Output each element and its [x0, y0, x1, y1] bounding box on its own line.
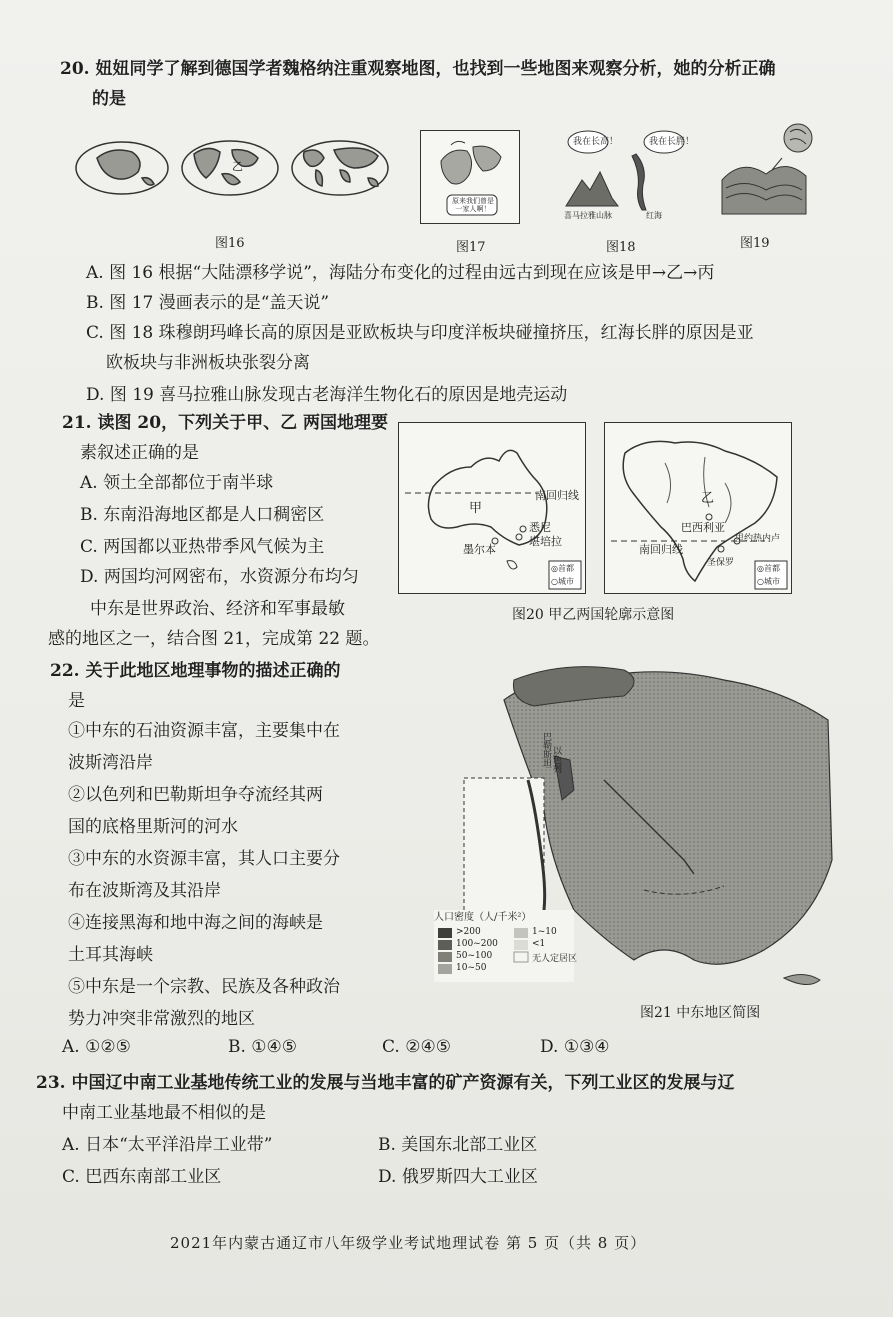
- legend-item-4: 10~50: [456, 963, 487, 973]
- legend-capital-au: ◎首都: [551, 564, 574, 573]
- q20-stem-line2: 的是: [92, 89, 126, 109]
- country-jia-label: 甲: [469, 501, 483, 516]
- city-canberra: 堪培拉: [529, 535, 562, 548]
- q22-item-4: ④连接黑海和地中海之间的海峡是: [68, 913, 323, 933]
- q20-option-a: A. 图 16 根据“大陆漂移学说”，海陆分布变化的过程由远古到现在应该是甲→乙→丙: [86, 263, 715, 283]
- legend-item-5: 1~10: [532, 927, 557, 937]
- tropic-label-australia: 南回归线: [535, 489, 579, 502]
- q22-choice-d: D. ①③④: [540, 1037, 610, 1057]
- q23-choice-c: C. 巴西东南部工业区: [62, 1167, 222, 1187]
- page-footer: 2021年内蒙古通辽市八年级学业考试地理试卷 第 5 页（共 8 页）: [170, 1234, 647, 1252]
- fig18-bubble-right: 我在长胖！: [649, 137, 695, 147]
- q20-option-b: B. 图 17 漫画表示的是“盖天说”: [86, 293, 330, 313]
- q22-choice-a: A. ①②⑤: [62, 1037, 131, 1057]
- q22-stem-line1: 22. 关于此地区地理事物的描述正确的: [50, 661, 341, 681]
- q22-stem-line2: 是: [68, 691, 85, 711]
- figure-18: [560, 128, 700, 224]
- fig18-label-himalaya: 喜马拉雅山脉: [564, 211, 612, 220]
- city-brasilia: 巴西利亚: [681, 521, 725, 534]
- globe-jia: [76, 142, 168, 194]
- fig21-caption: 图21 中东地区简图: [640, 1005, 761, 1021]
- fig19-caption: 图19: [740, 236, 770, 251]
- q23-choice-b: B. 美国东北部工业区: [378, 1135, 538, 1155]
- q20-option-c: C. 图 18 珠穆朗玛峰长高的原因是亚欧板块与印度洋板块碰撞挤压，红海长胖的原因是亚: [86, 323, 754, 343]
- q23-stem-line2: 中南工业基地最不相似的是: [62, 1103, 266, 1123]
- q22-item-5-cont: 势力冲突非常激烈的地区: [68, 1009, 255, 1029]
- legend-city-br: ○城市: [757, 577, 780, 586]
- country-yi-label: 乙: [701, 491, 715, 506]
- q21-option-a: A. 领土全部都位于南半球: [80, 473, 274, 493]
- q22-item-4-cont: 土耳其海峡: [68, 945, 153, 965]
- map-label-palestine: 巴勒斯坦: [541, 732, 551, 768]
- q22-item-3-cont: 布在波斯湾及其沿岸: [68, 881, 221, 901]
- q22-item-2: ②以色列和巴勒斯坦争夺流经其两: [68, 785, 323, 805]
- q23-choice-d: D. 俄罗斯四大工业区: [378, 1167, 538, 1187]
- q20-option-c-cont: 欧板块与非洲板块张裂分离: [106, 353, 310, 373]
- q22-item-3: ③中东的水资源丰富，其人口主要分: [68, 849, 340, 869]
- q22-choice-c: C. ②④⑤: [382, 1037, 451, 1057]
- fig16-caption: 图16: [215, 236, 245, 251]
- globe-yi: [182, 141, 278, 195]
- fig18-bubble-left: 我在长高！: [573, 137, 619, 147]
- figure-19: [716, 118, 816, 222]
- q22-item-1: ①中东的石油资源丰富，主要集中在: [68, 721, 340, 741]
- q21-option-c: C. 两国都以亚热带季风气候为主: [80, 537, 325, 557]
- fig20-caption: 图20 甲乙两国轮廓示意图: [512, 607, 675, 623]
- q21-stem-line2: 素叙述正确的是: [80, 443, 199, 463]
- intro22-line1: 中东是世界政治、经济和军事最敏: [90, 599, 345, 619]
- legend-city-au: ○城市: [551, 577, 574, 586]
- city-melbourne: 墨尔本: [463, 543, 496, 556]
- q23-stem-line1: 23. 中国辽中南工业基地传统工业的发展与当地丰富的矿产资源有关，下列工业区的发展与辽: [36, 1073, 735, 1093]
- city-sydney: 悉尼: [529, 521, 551, 534]
- legend-title: 人口密度（人/千米²）: [434, 912, 532, 923]
- q21-option-d: D. 两国均河网密布，水资源分布均匀: [80, 567, 359, 587]
- figure-16: [72, 138, 392, 200]
- tropic-label-brazil: 南回归线: [639, 543, 683, 556]
- q21-option-b: B. 东南沿海地区都是人口稠密区: [80, 505, 325, 525]
- figure-17: [420, 130, 520, 224]
- q23-choice-a: A. 日本“太平洋沿岸工业带”: [62, 1135, 273, 1155]
- legend-item-7: 无人定居区: [532, 954, 578, 964]
- globe-yi-label: 乙: [232, 160, 243, 173]
- fig18-label-redsea: 红海: [646, 211, 662, 220]
- globe-bing: [292, 141, 388, 195]
- legend-item-3: 50~100: [456, 951, 493, 961]
- legend-item-2: 100~200: [456, 939, 498, 949]
- q22-item-5: ⑤中东是一个宗教、民族及各种政治: [68, 977, 340, 997]
- map-label-israel: 以色列: [551, 746, 561, 773]
- q21-stem-line1: 21. 读图 20，下列关于甲、乙 两国地理要: [62, 413, 388, 433]
- intro22-line2: 感的地区之一，结合图 21，完成第 22 题。: [48, 629, 380, 649]
- fig17-bubble: 原来我们曾是一家人啊！: [452, 197, 494, 213]
- q20-stem-line1: 20. 妞妞同学了解到德国学者魏格纳注重观察地图，也找到一些地图来观察分析，她的分析正确: [60, 59, 776, 79]
- city-saopaulo: 圣保罗: [707, 558, 735, 568]
- q20-option-d: D. 图 19 喜马拉雅山脉发现古老海洋生物化石的原因是地壳运动: [86, 385, 568, 405]
- legend-item-6: <1: [532, 939, 546, 949]
- fig17-caption: 图17: [456, 240, 486, 255]
- figure-20-australia: [398, 422, 586, 594]
- figure-20-brazil: [604, 422, 792, 594]
- q22-choice-b: B. ①④⑤: [228, 1037, 298, 1057]
- fig18-caption: 图18: [606, 240, 636, 255]
- city-rio: 里约热内卢: [735, 534, 781, 544]
- legend-item-1: >200: [456, 927, 481, 937]
- q22-item-1-cont: 波斯湾沿岸: [68, 753, 153, 773]
- q22-item-2-cont: 国的底格里斯河的河水: [68, 817, 238, 837]
- legend-capital-br: ◎首都: [757, 564, 780, 573]
- figure-21-middle-east: [424, 660, 840, 1000]
